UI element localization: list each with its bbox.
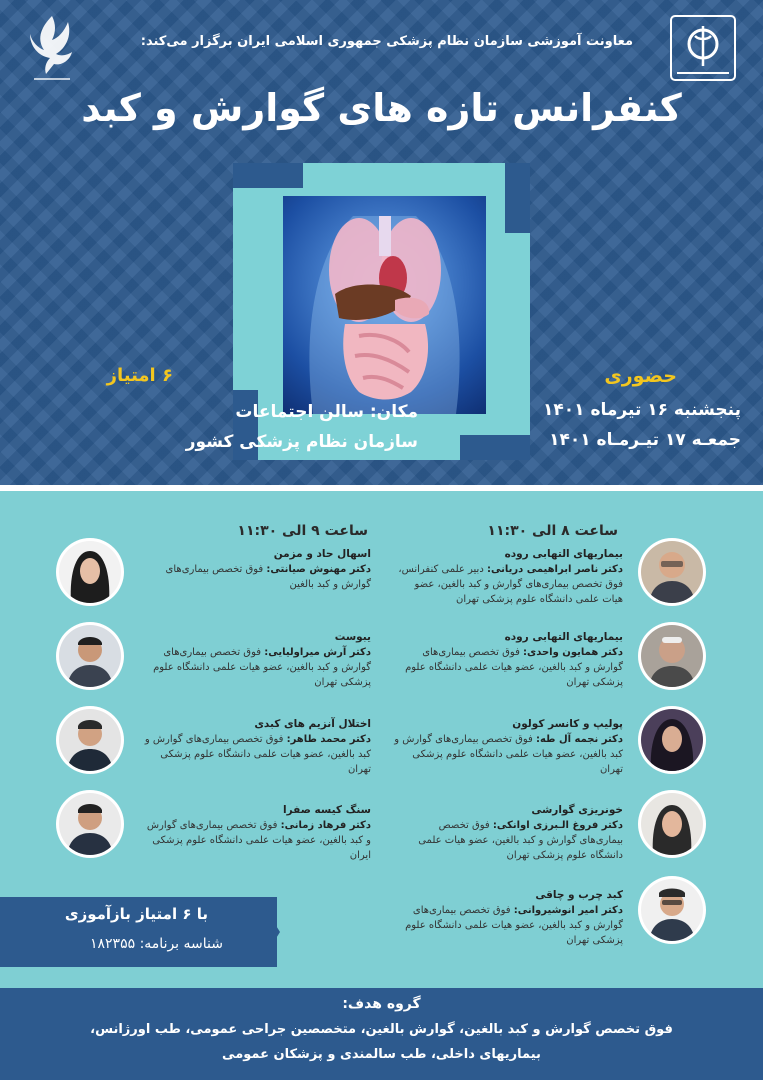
talk-item <box>393 717 623 777</box>
talk-bio: فوق تخصص بیماری‌های گوارش و کبد بالغین، عضو هیات علمی دانشگاه علوم پزشکی تهران <box>405 647 623 688</box>
talk-item <box>141 803 371 863</box>
talk-topic: یبوست <box>334 631 371 643</box>
conference-title: کنفرانس تازه های گوارش و کبد <box>81 86 682 130</box>
speaker-photo <box>638 876 706 944</box>
talk-bio: دبیر علمی کنفرانس، فوق تخصص بیماری‌های گوارش و کبد بالغین، عضو هیات علمی دانشگاه علوم پزشکی تهران <box>398 564 623 605</box>
day-one-heading: ساعت ۸ الی ۱۱:۳۰ <box>487 523 618 539</box>
medical-council-emblem-logo <box>663 10 743 85</box>
speaker-photo <box>56 538 124 606</box>
anatomy-drawing <box>283 196 486 414</box>
frame-cut-bottom <box>460 435 530 460</box>
talk-topic: بیماریهای التهابی روده <box>504 631 623 643</box>
speaker-portrait <box>59 709 121 771</box>
talk-item <box>393 630 623 690</box>
program-id: شناسه برنامه: ۱۸۲۳۵۵ <box>90 936 223 952</box>
target-group-heading: گروه هدف: <box>342 996 421 1012</box>
speaker-photo <box>638 706 706 774</box>
talk-speaker: دکتر مهنوش صیانتی: <box>266 564 371 575</box>
speaker-portrait <box>641 793 703 855</box>
talk-topic: بیماریهای التهابی روده <box>504 548 623 560</box>
talk-topic: کبد چرب و چاقی <box>535 889 623 901</box>
speaker-portrait <box>59 625 121 687</box>
venue-line-2: سازمان نظام پزشکی کشور <box>185 432 418 452</box>
talk-speaker: دکتر فرهاد زمانی: <box>280 820 371 831</box>
talk-item <box>393 547 623 607</box>
speaker-portrait <box>641 709 703 771</box>
talk-bio: فوق تخصص بیماری‌های گوارش و کبد بالغین، عضو هیات علمی دانشگاه علوم پزشکی تهران <box>394 734 623 775</box>
credit-banner-arrow <box>258 897 280 967</box>
speaker-portrait <box>641 625 703 687</box>
talk-bio: فوق تخصص بیماری‌های گوارش و کبد بالغین، عضو هیات علمی دانشگاه علوم پزشکی ایران <box>146 820 371 861</box>
speaker-portrait <box>641 541 703 603</box>
venue-line-1: مکان: سالن اجتماعات <box>235 402 418 422</box>
talk-bio: فوق تخصص بیماری‌های گوارش و کبد بالغین، عضو هیات علمی دانشگاه علوم پزشکی تهران <box>405 905 623 946</box>
target-group-line-1: فوق تخصص گوارش و کبد بالغین، گوارش بالغین، متخصصین جراحی عمومی، طب اورژانس، <box>90 1022 673 1037</box>
digestive-system-illustration <box>283 196 486 414</box>
talk-topic: پولیپ و کانسر کولون <box>512 718 623 730</box>
frame-cut-right <box>505 163 530 233</box>
talk-topic: خونریزی گوارشی <box>531 804 623 816</box>
talk-speaker: دکتر محمد طاهر: <box>286 734 371 745</box>
frame-cut-top <box>233 163 303 188</box>
speaker-photo <box>56 790 124 858</box>
talk-item <box>393 803 623 863</box>
talk-item <box>393 888 623 948</box>
speaker-photo <box>638 790 706 858</box>
speaker-photo <box>56 622 124 690</box>
speaker-photo <box>638 538 706 606</box>
talk-speaker: دکتر امیر انوشیروانی: <box>513 905 623 916</box>
day-two-heading: ساعت ۹ الی ۱۱:۳۰ <box>237 523 368 539</box>
organizer-line: معاونت آموزشی سازمان نظام پزشکی جمهوری اسلامی ایران برگزار می‌کند: <box>140 34 633 49</box>
talk-speaker: دکتر ناصر ابراهیمی دریانی: <box>486 564 623 575</box>
talk-item <box>141 717 371 777</box>
attendance-mode: حضوری <box>604 365 677 387</box>
header-banner <box>0 0 763 491</box>
talk-topic: اختلال آنزیم های کبدی <box>254 718 371 730</box>
talk-speaker: دکتر فروغ الـبرزی اوانکی: <box>492 820 623 831</box>
retraining-credits: با ۶ امتیاز بازآموزی <box>64 905 208 923</box>
talk-speaker: دکتر همایون واحدی: <box>523 647 623 658</box>
talk-bio: فوق تخصص بیماری‌های گوارش و کبد بالغین، عضو هیات علمی دانشگاه علوم پزشکی تهران <box>418 820 623 861</box>
talk-bio: فوق تخصص بیماری‌های گوارش و کبد بالغین، عضو هیات علمی دانشگاه علوم پزشکی تهران <box>153 647 371 688</box>
speaker-photo <box>56 706 124 774</box>
talk-item <box>141 630 371 690</box>
talk-topic: اسهال حاد و مزمن <box>273 548 371 560</box>
talk-item <box>141 547 371 592</box>
target-group-line-2: بیماریهای داخلی، طب سالمندی و پزشکان عمومی <box>222 1047 541 1062</box>
speaker-portrait <box>641 879 703 941</box>
talk-topic: سنگ کیسه صفرا <box>283 804 371 816</box>
credits-label: ۶ امتیاز <box>106 365 173 386</box>
talk-speaker: دکتر نجمه آل طه: <box>535 734 623 745</box>
talk-bio: فوق تخصص بیماری‌های گوارش و کبد بالغین <box>165 564 371 590</box>
date-day-two: جمعـه ۱۷ تیـرمـاه ۱۴۰۱ <box>549 430 741 450</box>
speaker-portrait <box>59 541 121 603</box>
speaker-photo <box>638 622 706 690</box>
date-day-one: پنجشنبه ۱۶ تیرماه ۱۴۰۱ <box>543 400 741 420</box>
medical-council-bird-logo <box>22 8 82 88</box>
talk-speaker: دکتر آرش میراولیایی: <box>264 647 371 658</box>
speaker-portrait <box>59 793 121 855</box>
talk-bio: فوق تخصص بیماری‌های گوارش و کبد بالغین، عضو هیات علمی دانشگاه علوم پزشکی تهران <box>144 734 371 775</box>
